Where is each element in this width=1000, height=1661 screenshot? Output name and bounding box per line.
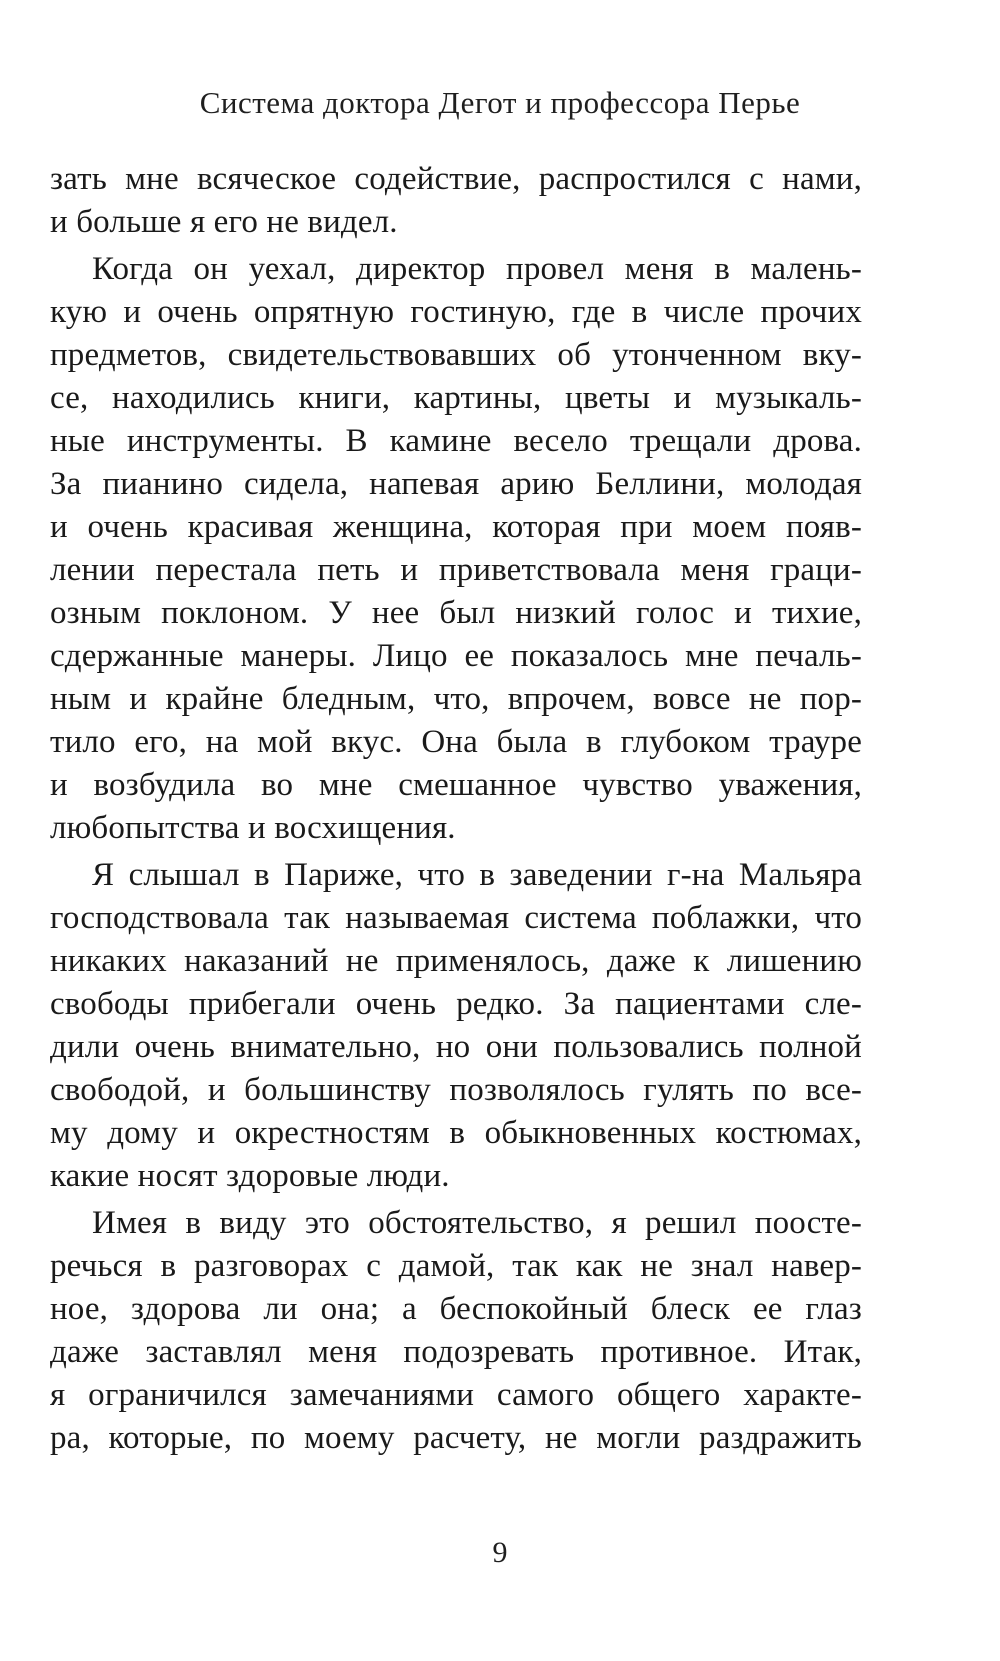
text-line: даже заставлял меня подозревать противное. Итак, bbox=[50, 1334, 862, 1370]
text-line: предметов, свидетельствовавших об утонченном вку- bbox=[50, 337, 862, 373]
text-line: За пианино сидела, напевая арию Беллини, молодая bbox=[50, 466, 862, 502]
text-line: господствовала так называемая система поблажки, что bbox=[50, 900, 862, 936]
text-line: Я слышал в Париже, что в заведении г-на Мальяра bbox=[92, 857, 862, 893]
text-line: ные инструменты. В камине весело трещали дрова. bbox=[50, 423, 862, 459]
text-line: Когда он уехал, директор провел меня в малень- bbox=[92, 251, 862, 287]
text-line: никаких наказаний не применялось, даже к лишению bbox=[50, 943, 862, 979]
text-line: и очень красивая женщина, которая при моем появ- bbox=[50, 509, 862, 545]
text-line: и больше я его не видел. bbox=[50, 204, 398, 240]
text-line: речься в разговорах с дамой, так как не знал навер- bbox=[50, 1248, 862, 1284]
text-line: и возбудила во мне смешанное чувство уважения, bbox=[50, 767, 862, 803]
text-line: ное, здорова ли она; а беспокойный блеск ее глаз bbox=[50, 1291, 862, 1327]
page-number: 9 bbox=[492, 1536, 508, 1569]
text-line: зать мне всяческое содействие, распростился с нами, bbox=[50, 161, 862, 197]
text-line: ра, которые, по моему расчету, не могли раздражить bbox=[50, 1420, 862, 1456]
text-line: му дому и окрестностям в обыкновенных костюмах, bbox=[50, 1115, 862, 1151]
paragraph bbox=[50, 158, 862, 244]
text-line: дили очень внимательно, но они пользовались полной bbox=[50, 1029, 862, 1065]
paragraph bbox=[50, 1202, 862, 1460]
text-line: какие носят здоровые люди. bbox=[50, 1158, 450, 1194]
paragraph bbox=[50, 248, 862, 850]
body-text bbox=[50, 158, 862, 1460]
paragraph bbox=[50, 854, 862, 1198]
text-line: любопытства и восхищения. bbox=[50, 810, 456, 846]
text-line: сдержанные манеры. Лицо ее показалось мне печаль- bbox=[50, 638, 862, 674]
text-line: озным поклоном. У нее был низкий голос и тихие, bbox=[50, 595, 862, 631]
text-line: свободой, и большинству позволялось гулять по все- bbox=[50, 1072, 862, 1108]
text-line: се, находились книги, картины, цветы и музыкаль- bbox=[50, 380, 862, 416]
text-line: я ограничился замечаниями самого общего характе- bbox=[50, 1377, 862, 1413]
text-line: свободы прибегали очень редко. За пациентами сле- bbox=[50, 986, 862, 1022]
text-line: кую и очень опрятную гостиную, где в числе прочих bbox=[50, 294, 862, 330]
text-line: Имея в виду это обстоятельство, я решил поосте- bbox=[92, 1205, 862, 1241]
text-line: тило его, на мой вкус. Она была в глубоком трауре bbox=[50, 724, 862, 760]
running-title: Система доктора Дегот и профессора Перье bbox=[199, 85, 801, 120]
text-line: ным и крайне бледным, что, впрочем, вовсе не пор- bbox=[50, 681, 862, 717]
text-line: лении перестала петь и приветствовала меня граци- bbox=[50, 552, 862, 588]
